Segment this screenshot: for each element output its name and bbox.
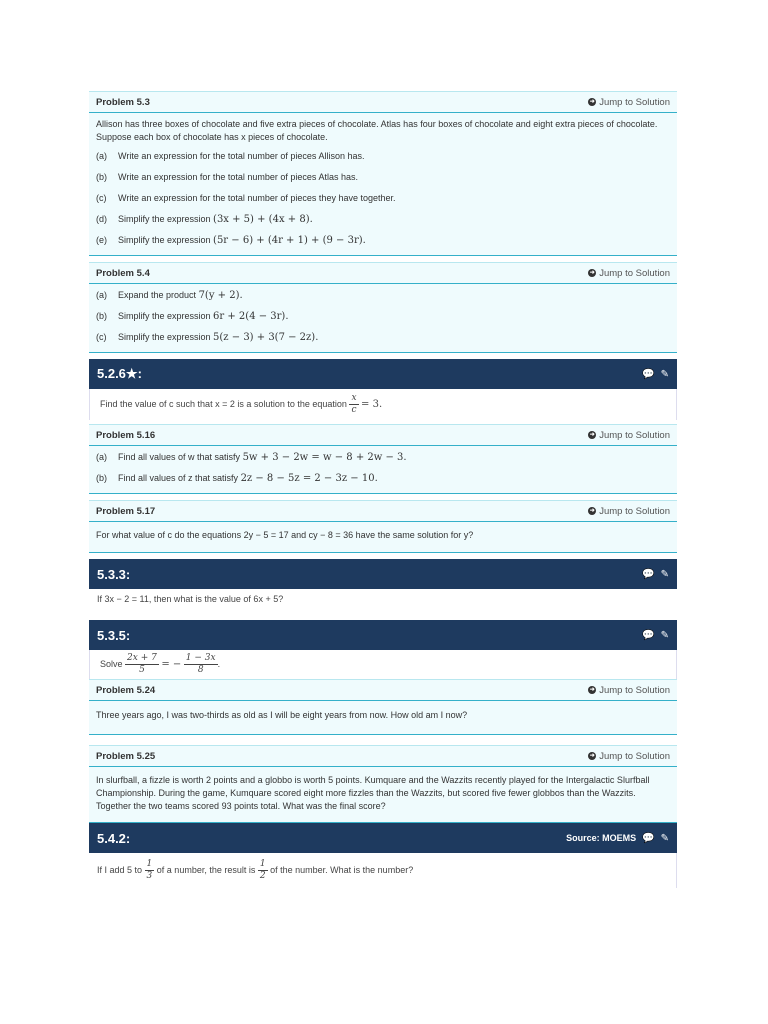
- list-item: (c) Simplify the expression 5(z − 3) + 3(7 − 2z).: [96, 332, 319, 343]
- problem-body: [89, 522, 677, 552]
- edit-icon[interactable]: ✎: [660, 568, 669, 580]
- fraction: $\frac{1}{2}$: [259, 859, 266, 881]
- jump-to-solution-link[interactable]: ➜ Jump to Solution: [589, 267, 670, 279]
- jump-to-solution-link[interactable]: ➜ Jump to Solution: [589, 684, 670, 696]
- problem-body: [89, 446, 677, 493]
- comments-icon[interactable]: 💬: [642, 568, 655, 580]
- fraction: $\frac{x}{c}$: [351, 393, 357, 415]
- math-expression: (3x + 5) + (4x + 8).: [213, 214, 313, 225]
- list-item: (e) Simplify the expression (5r − 6) + (4r + 1) + (9 − 3r).: [96, 235, 366, 246]
- arrow-circle-icon: ➜: [589, 432, 595, 438]
- arrow-circle-icon: ➜: [589, 508, 595, 514]
- problem-title: Problem 5.25: [96, 750, 156, 762]
- source-label: Source: MOEMS: [566, 833, 637, 843]
- arrow-circle-icon: ➜: [589, 270, 595, 276]
- list-item: (a) Find all values of w that satisfy 5w + 3 − 2w = w − 8 + 2w − 3.: [96, 452, 407, 463]
- list-item: (d) Simplify the expression (3x + 5) + (4x + 8).: [96, 214, 313, 225]
- list-item: (a) Write an expression for the total number of pieces Allison has.: [96, 151, 365, 161]
- exercise-actions: [642, 569, 669, 580]
- problem-header: [89, 424, 677, 446]
- problem-title: Problem 5.3: [96, 96, 150, 108]
- fraction: $\frac{2x + 7}{5}$: [127, 653, 157, 675]
- exercise-body: Find the value of c such that x = 2 is a solution to the equation $\frac{x}{c}$ = 3.: [89, 389, 677, 420]
- page-content: [89, 91, 677, 892]
- math-expression: 6r + 2(4 − 3r).: [213, 311, 289, 322]
- jump-to-solution-link[interactable]: ➜ Jump to Solution: [589, 505, 670, 517]
- exercise-header-5-4-2: [89, 823, 677, 853]
- problem-5-24: [89, 679, 677, 735]
- problem-header: [89, 500, 677, 522]
- jump-to-solution-link[interactable]: ➜ Jump to Solution: [589, 750, 670, 762]
- problem-body: [89, 701, 677, 734]
- problem-header: [89, 745, 677, 767]
- problem-5-16: [89, 424, 677, 494]
- list-item: (b) Simplify the expression 6r + 2(4 − 3r).: [96, 311, 289, 322]
- problem-title: Problem 5.16: [96, 429, 156, 441]
- comments-icon[interactable]: 💬: [642, 368, 655, 380]
- fraction: $\frac{1 - 3x}{8}$: [185, 653, 216, 675]
- exercise-title: 5.2.6★:: [97, 366, 142, 381]
- jump-to-solution-link[interactable]: ➜ Jump to Solution: [589, 96, 670, 108]
- exercise-body: If 3x − 2 = 11, then what is the value of 6x + 5?: [89, 589, 677, 614]
- list-item: (c) Write an expression for the total number of pieces they have together.: [96, 193, 396, 203]
- problem-title: Problem 5.4: [96, 267, 150, 279]
- exercise-header-5-3-3: [89, 559, 677, 589]
- comments-icon[interactable]: 💬: [642, 629, 655, 641]
- exercise-body: If I add 5 to $\frac{1}{3}$ of a number, the result is $\frac{1}{2}$ of the number. What is the number?: [89, 853, 677, 888]
- edit-icon[interactable]: ✎: [660, 629, 669, 641]
- arrow-circle-icon: ➜: [589, 687, 595, 693]
- comments-icon[interactable]: 💬: [642, 832, 655, 844]
- problem-text: For what value of c do the equations 2y − 5 = 17 and cy − 8 = 36 have the same solution for y?: [96, 530, 474, 540]
- problem-intro: Allison has three boxes of chocolate and five extra pieces of chocolate. Atlas has four boxes of chocolate and eight extra pieces of chocolate. Suppose each box of chocolate has x pieces of chocolate.: [96, 119, 658, 142]
- edit-icon[interactable]: ✎: [660, 832, 669, 844]
- exercise-title: 5.3.3:: [97, 566, 131, 582]
- problem-text: Three years ago, I was two-thirds as old as I will be eight years from now. How old am I now?: [96, 710, 468, 720]
- problem-body: [89, 767, 677, 822]
- problem-5-4: [89, 262, 677, 353]
- problem-title: Problem 5.24: [96, 684, 156, 696]
- problem-body: [89, 284, 677, 352]
- arrow-circle-icon: ➜: [589, 99, 595, 105]
- problem-5-25: [89, 745, 677, 823]
- exercise-title: 5.3.5:: [97, 627, 131, 643]
- list-item: (b) Write an expression for the total number of pieces Atlas has.: [96, 172, 358, 182]
- list-item: (a) Expand the product 7(y + 2).: [96, 290, 243, 301]
- exercise-actions: [642, 369, 669, 380]
- math-expression: 5(z − 3) + 3(7 − 2z).: [213, 332, 319, 343]
- problem-body: [89, 113, 677, 255]
- math-expression: 2z − 8 − 5z = 2 − 3z − 10.: [240, 473, 378, 484]
- exercise-header-5-3-5: [89, 620, 677, 650]
- edit-icon[interactable]: ✎: [660, 368, 669, 380]
- math-expression: (5r − 6) + (4r + 1) + (9 − 3r).: [213, 235, 366, 246]
- list-item: (b) Find all values of z that satisfy 2z − 8 − 5z = 2 − 3z − 10.: [96, 473, 378, 484]
- exercise-actions: [642, 630, 669, 641]
- math-expression: 7(y + 2).: [198, 290, 243, 301]
- problem-5-3: [89, 91, 677, 256]
- fraction: $\frac{1}{3}$: [146, 859, 153, 881]
- jump-to-solution-link[interactable]: ➜ Jump to Solution: [589, 429, 670, 441]
- problem-header: [89, 262, 677, 284]
- problem-title: Problem 5.17: [96, 505, 156, 517]
- arrow-circle-icon: ➜: [589, 753, 595, 759]
- problem-text: In slurfball, a fizzle is worth 2 points and a globbo is worth 5 points. Kumquare and the Wazzits recently played for the Intergalactic Slurfball Championship. During the game, Kumquare scored eight more fizzles than the Wazzits, but scored five fewer globbos than the Wazzits. Together the two teams scored 93 points total. What was the final score?: [96, 775, 650, 811]
- problem-5-17: [89, 500, 677, 553]
- exercise-title: 5.4.2:: [97, 830, 131, 846]
- exercise-header-5-2-6: [89, 359, 677, 389]
- exercise-actions: [566, 833, 669, 844]
- exercise-body: Solve $\frac{2x + 7}{5}$ = − $\frac{1 - 3x}{8}$ .: [89, 650, 677, 679]
- problem-header: [89, 679, 677, 701]
- problem-header: [89, 91, 677, 113]
- math-expression: 5w + 3 − 2w = w − 8 + 2w − 3.: [242, 452, 407, 463]
